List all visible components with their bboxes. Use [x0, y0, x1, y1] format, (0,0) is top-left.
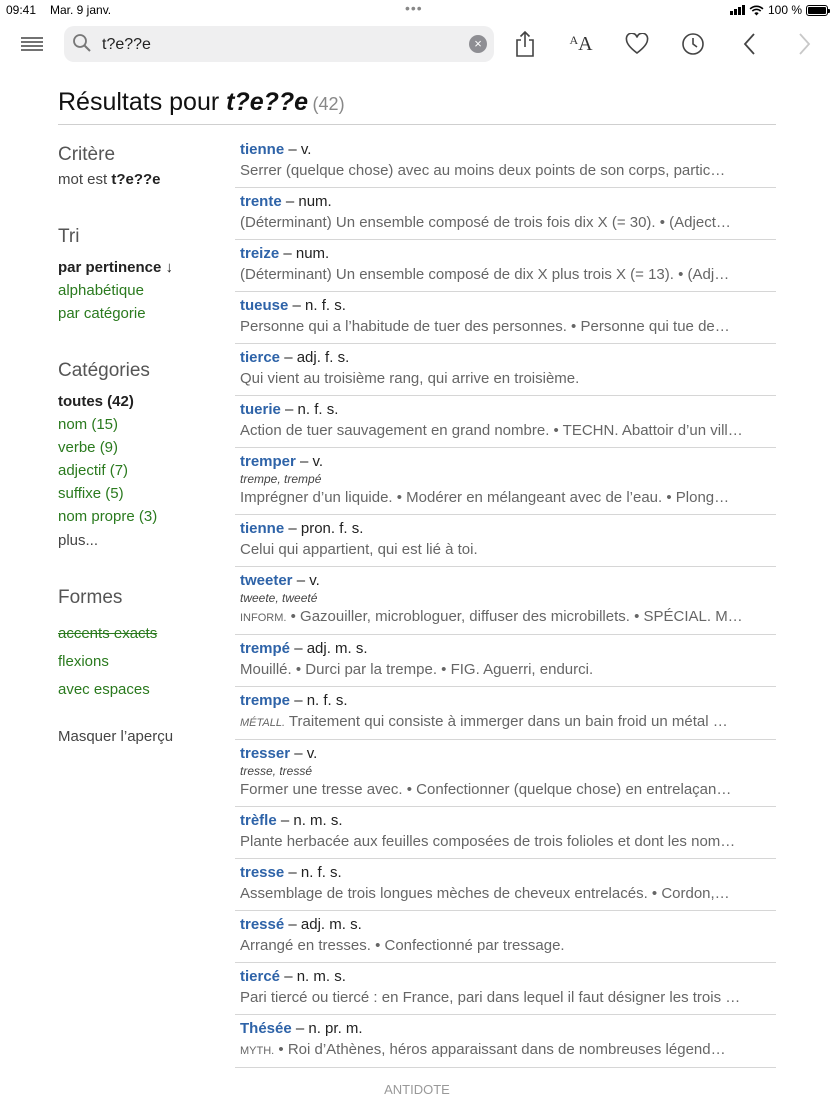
result-headword-line	[240, 348, 776, 368]
clock-icon	[681, 32, 705, 56]
result-headword-line	[240, 400, 776, 420]
result-row[interactable]	[235, 344, 776, 396]
result-row[interactable]	[235, 687, 776, 740]
critere-value: mot est t?e??e	[58, 171, 161, 188]
tri-title: Tri	[58, 226, 80, 247]
wifi-icon	[749, 5, 764, 16]
result-category: – pron. f. s.	[284, 520, 364, 537]
result-category: – v.	[284, 141, 312, 158]
result-definition-text: • Gazouiller, microbloguer, diffuser des microbillets. • SPÉCIAL. M…	[286, 608, 743, 625]
result-forms: tresse, tressé	[240, 764, 313, 778]
result-category: – adj. m. s.	[290, 640, 368, 657]
result-category: – adj. m. s.	[284, 916, 362, 933]
result-definition-text: Former une tresse avec. • Confectionner (quelque chose) en entrelaçan…	[240, 781, 732, 798]
chevron-right-icon	[798, 32, 812, 56]
result-definition	[240, 160, 776, 182]
result-definition-text: Plante herbacée aux feuilles composées de trois folioles et dont les nom…	[240, 833, 736, 850]
result-domain: MYTH.	[240, 1045, 275, 1057]
result-row[interactable]	[235, 1015, 776, 1068]
results-count: (42)	[312, 94, 345, 114]
result-word[interactable]: tueuse	[240, 297, 289, 314]
result-row[interactable]	[235, 396, 776, 448]
history-button[interactable]	[675, 26, 711, 62]
result-definition	[240, 935, 776, 957]
result-row[interactable]	[235, 136, 776, 188]
result-row[interactable]	[235, 635, 776, 687]
result-definition-text: • Roi d’Athènes, héros apparaissant dans de nombreuses légend…	[274, 1041, 726, 1058]
result-definition	[240, 212, 776, 234]
result-domain: MÉTALL.	[240, 717, 286, 729]
result-forms: tweete, tweeté	[240, 591, 318, 605]
battery-percent: 100 %	[767, 3, 802, 17]
result-definition-text: Arrangé en tresses. • Confectionné par tressage.	[240, 937, 565, 954]
result-headword-line	[240, 192, 776, 212]
forward-button[interactable]	[787, 26, 823, 62]
result-definition	[240, 264, 776, 286]
result-definition	[240, 487, 776, 509]
result-headword-line	[240, 571, 776, 591]
result-definition	[240, 711, 776, 734]
result-headword-line	[240, 744, 776, 764]
result-row[interactable]	[235, 188, 776, 240]
result-definition-text: Pari tiercé ou tiercé : en France, pari dans lequel il faut désigner les trois …	[240, 989, 741, 1006]
clear-search-icon[interactable]: ×	[469, 35, 487, 53]
result-word[interactable]: tienne	[240, 141, 285, 158]
status-bar	[0, 0, 834, 20]
result-category: – n. m. s.	[276, 812, 343, 829]
results-heading-term: t?e??e	[226, 88, 309, 116]
share-button[interactable]	[507, 26, 543, 62]
toolbar	[0, 22, 834, 66]
result-word[interactable]: tierce	[240, 349, 281, 366]
result-word[interactable]: tressé	[240, 916, 285, 933]
menu-button[interactable]	[14, 26, 50, 62]
back-button[interactable]	[731, 26, 767, 62]
font-size-icon: $^A$A	[569, 32, 593, 55]
result-headword-line	[240, 296, 776, 316]
result-definition-text: Serrer (quelque chose) avec au moins deux points de son corps, partic…	[240, 162, 726, 179]
result-headword-line	[240, 811, 776, 831]
hide-preview-link[interactable]: Masquer l’aperçu	[58, 728, 174, 745]
forms-inflections[interactable]: flexions	[58, 653, 109, 670]
result-word[interactable]: trempé	[240, 640, 291, 657]
result-definition-text: Mouillé. • Durci par la trempe. • FIG. Aguerri, endurci.	[240, 661, 594, 678]
search-field[interactable]	[64, 26, 494, 62]
categories-title: Catégories	[58, 360, 150, 381]
result-definition	[240, 420, 776, 442]
result-definition-text: Imprégner d’un liquide. • Modérer en mélangeant avec de l’eau. • Plong…	[240, 489, 730, 506]
result-word[interactable]: tresse	[240, 864, 285, 881]
result-headword-line	[240, 244, 776, 264]
multitasking-dots[interactable]: •••	[405, 0, 423, 16]
result-definition	[240, 539, 776, 561]
search-icon	[72, 33, 92, 58]
result-category: – n. f. s.	[280, 401, 339, 418]
sort-category[interactable]: par catégorie	[58, 305, 146, 322]
result-word[interactable]: tremper	[240, 453, 296, 470]
category-verb[interactable]: verbe (9)	[58, 439, 119, 456]
result-definition	[240, 987, 776, 1009]
results-heading	[58, 88, 776, 125]
critere-title: Critère	[58, 144, 116, 165]
result-row[interactable]	[235, 859, 776, 911]
result-headword-line	[240, 140, 776, 160]
result-row[interactable]	[235, 807, 776, 859]
result-domain: INFORM.	[240, 612, 287, 624]
result-forms: trempe, trempé	[240, 472, 322, 486]
forms-with-spaces[interactable]: avec espaces	[58, 681, 150, 698]
result-word[interactable]: tienne	[240, 520, 285, 537]
formes-title: Formes	[58, 587, 123, 608]
result-row[interactable]	[235, 448, 776, 515]
result-word[interactable]: tweeter	[240, 572, 293, 589]
result-headword-line	[240, 519, 776, 539]
result-definition-text: Traitement qui consiste à immerger dans un bain froid un métal …	[285, 713, 728, 730]
result-category: – n. f. s.	[284, 864, 342, 881]
result-category: – num.	[281, 193, 332, 210]
result-headword-line	[240, 639, 776, 659]
forms-exact-accents[interactable]: accents exacts	[58, 625, 158, 642]
result-row[interactable]	[235, 567, 776, 635]
result-definition-text: (Déterminant) Un ensemble composé de dix X plus trois X (= 13). • (Adj…	[240, 266, 730, 283]
result-category: – n. f. s.	[290, 692, 348, 709]
result-definition	[240, 606, 776, 629]
result-word[interactable]: trente	[240, 193, 282, 210]
result-headword-line	[240, 1019, 776, 1039]
result-headword-line	[240, 967, 776, 987]
category-adjective[interactable]: adjectif (7)	[58, 462, 129, 479]
favorite-button[interactable]	[619, 26, 655, 62]
result-definition-text: (Déterminant) Un ensemble composé de trois fois dix X (= 30). • (Adject…	[240, 214, 731, 231]
result-row[interactable]	[235, 240, 776, 292]
result-definition	[240, 316, 776, 338]
result-definition-text: Assemblage de trois longues mèches de cheveux entrelacés. • Cordon,…	[240, 885, 730, 902]
result-row[interactable]	[235, 911, 776, 963]
result-category: – n. pr. m.	[291, 1020, 363, 1037]
results-heading-label: Résultats pour	[58, 88, 227, 116]
chevron-left-icon	[742, 32, 756, 56]
result-headword-line	[240, 863, 776, 883]
result-definition-text: Personne qui a l’habitude de tuer des personnes. • Personne qui tue de…	[240, 318, 730, 335]
sort-alphabetical[interactable]: alphabétique	[58, 282, 144, 299]
sort-relevance[interactable]: par pertinence ↓	[58, 259, 174, 276]
cellular-signal-icon	[730, 5, 745, 15]
category-more[interactable]: plus...	[58, 532, 99, 549]
result-word[interactable]: trèfle	[240, 812, 277, 829]
result-category: – v.	[290, 745, 318, 762]
font-size-button[interactable]	[563, 26, 599, 62]
result-headword-line	[240, 915, 776, 935]
result-row[interactable]	[235, 515, 776, 567]
result-row[interactable]	[235, 740, 776, 807]
result-word[interactable]: trempe	[240, 692, 291, 709]
footer-brand: ANTIDOTE	[384, 1082, 450, 1097]
status-time: 09:41	[6, 3, 37, 17]
result-category: – n. f. s.	[288, 297, 346, 314]
result-headword-line	[240, 452, 776, 472]
category-all[interactable]: toutes (42)	[58, 393, 134, 410]
category-proper-noun[interactable]: nom propre (3)	[58, 508, 158, 525]
results-list	[235, 136, 776, 1068]
category-suffix[interactable]: suffixe (5)	[58, 485, 124, 502]
heart-icon	[625, 33, 649, 55]
result-definition-text: Celui qui appartient, qui est lié à toi.	[240, 541, 478, 558]
result-definition	[240, 659, 776, 681]
result-definition	[240, 831, 776, 853]
result-definition-text: Action de tuer sauvagement en grand nombre. • TECHN. Abattoir d’un vill…	[240, 422, 743, 439]
search-input[interactable]: t?e??e	[102, 36, 151, 53]
result-word[interactable]: treize	[240, 245, 280, 262]
share-icon	[514, 30, 536, 58]
result-row[interactable]	[235, 963, 776, 1015]
result-headword-line	[240, 691, 776, 711]
result-row[interactable]	[235, 292, 776, 344]
result-definition	[240, 368, 776, 390]
status-indicators	[730, 3, 828, 17]
result-definition	[240, 1039, 776, 1062]
result-word[interactable]: Thésée	[240, 1020, 292, 1037]
result-category: – n. m. s.	[280, 968, 346, 985]
result-word[interactable]: tuerie	[240, 401, 281, 418]
result-category: – num.	[279, 245, 330, 262]
result-definition	[240, 779, 776, 801]
result-definition-text: Qui vient au troisième rang, qui arrive en troisième.	[240, 370, 580, 387]
battery-icon	[806, 5, 828, 16]
result-category: – v.	[295, 453, 324, 470]
result-word[interactable]: tiercé	[240, 968, 281, 985]
hamburger-icon	[20, 35, 44, 53]
result-definition	[240, 883, 776, 905]
result-category: – v.	[292, 572, 320, 589]
result-word[interactable]: tresser	[240, 745, 291, 762]
result-category: – adj. f. s.	[280, 349, 350, 366]
category-noun[interactable]: nom (15)	[58, 416, 119, 433]
status-date: Mar. 9 janv.	[50, 3, 112, 17]
